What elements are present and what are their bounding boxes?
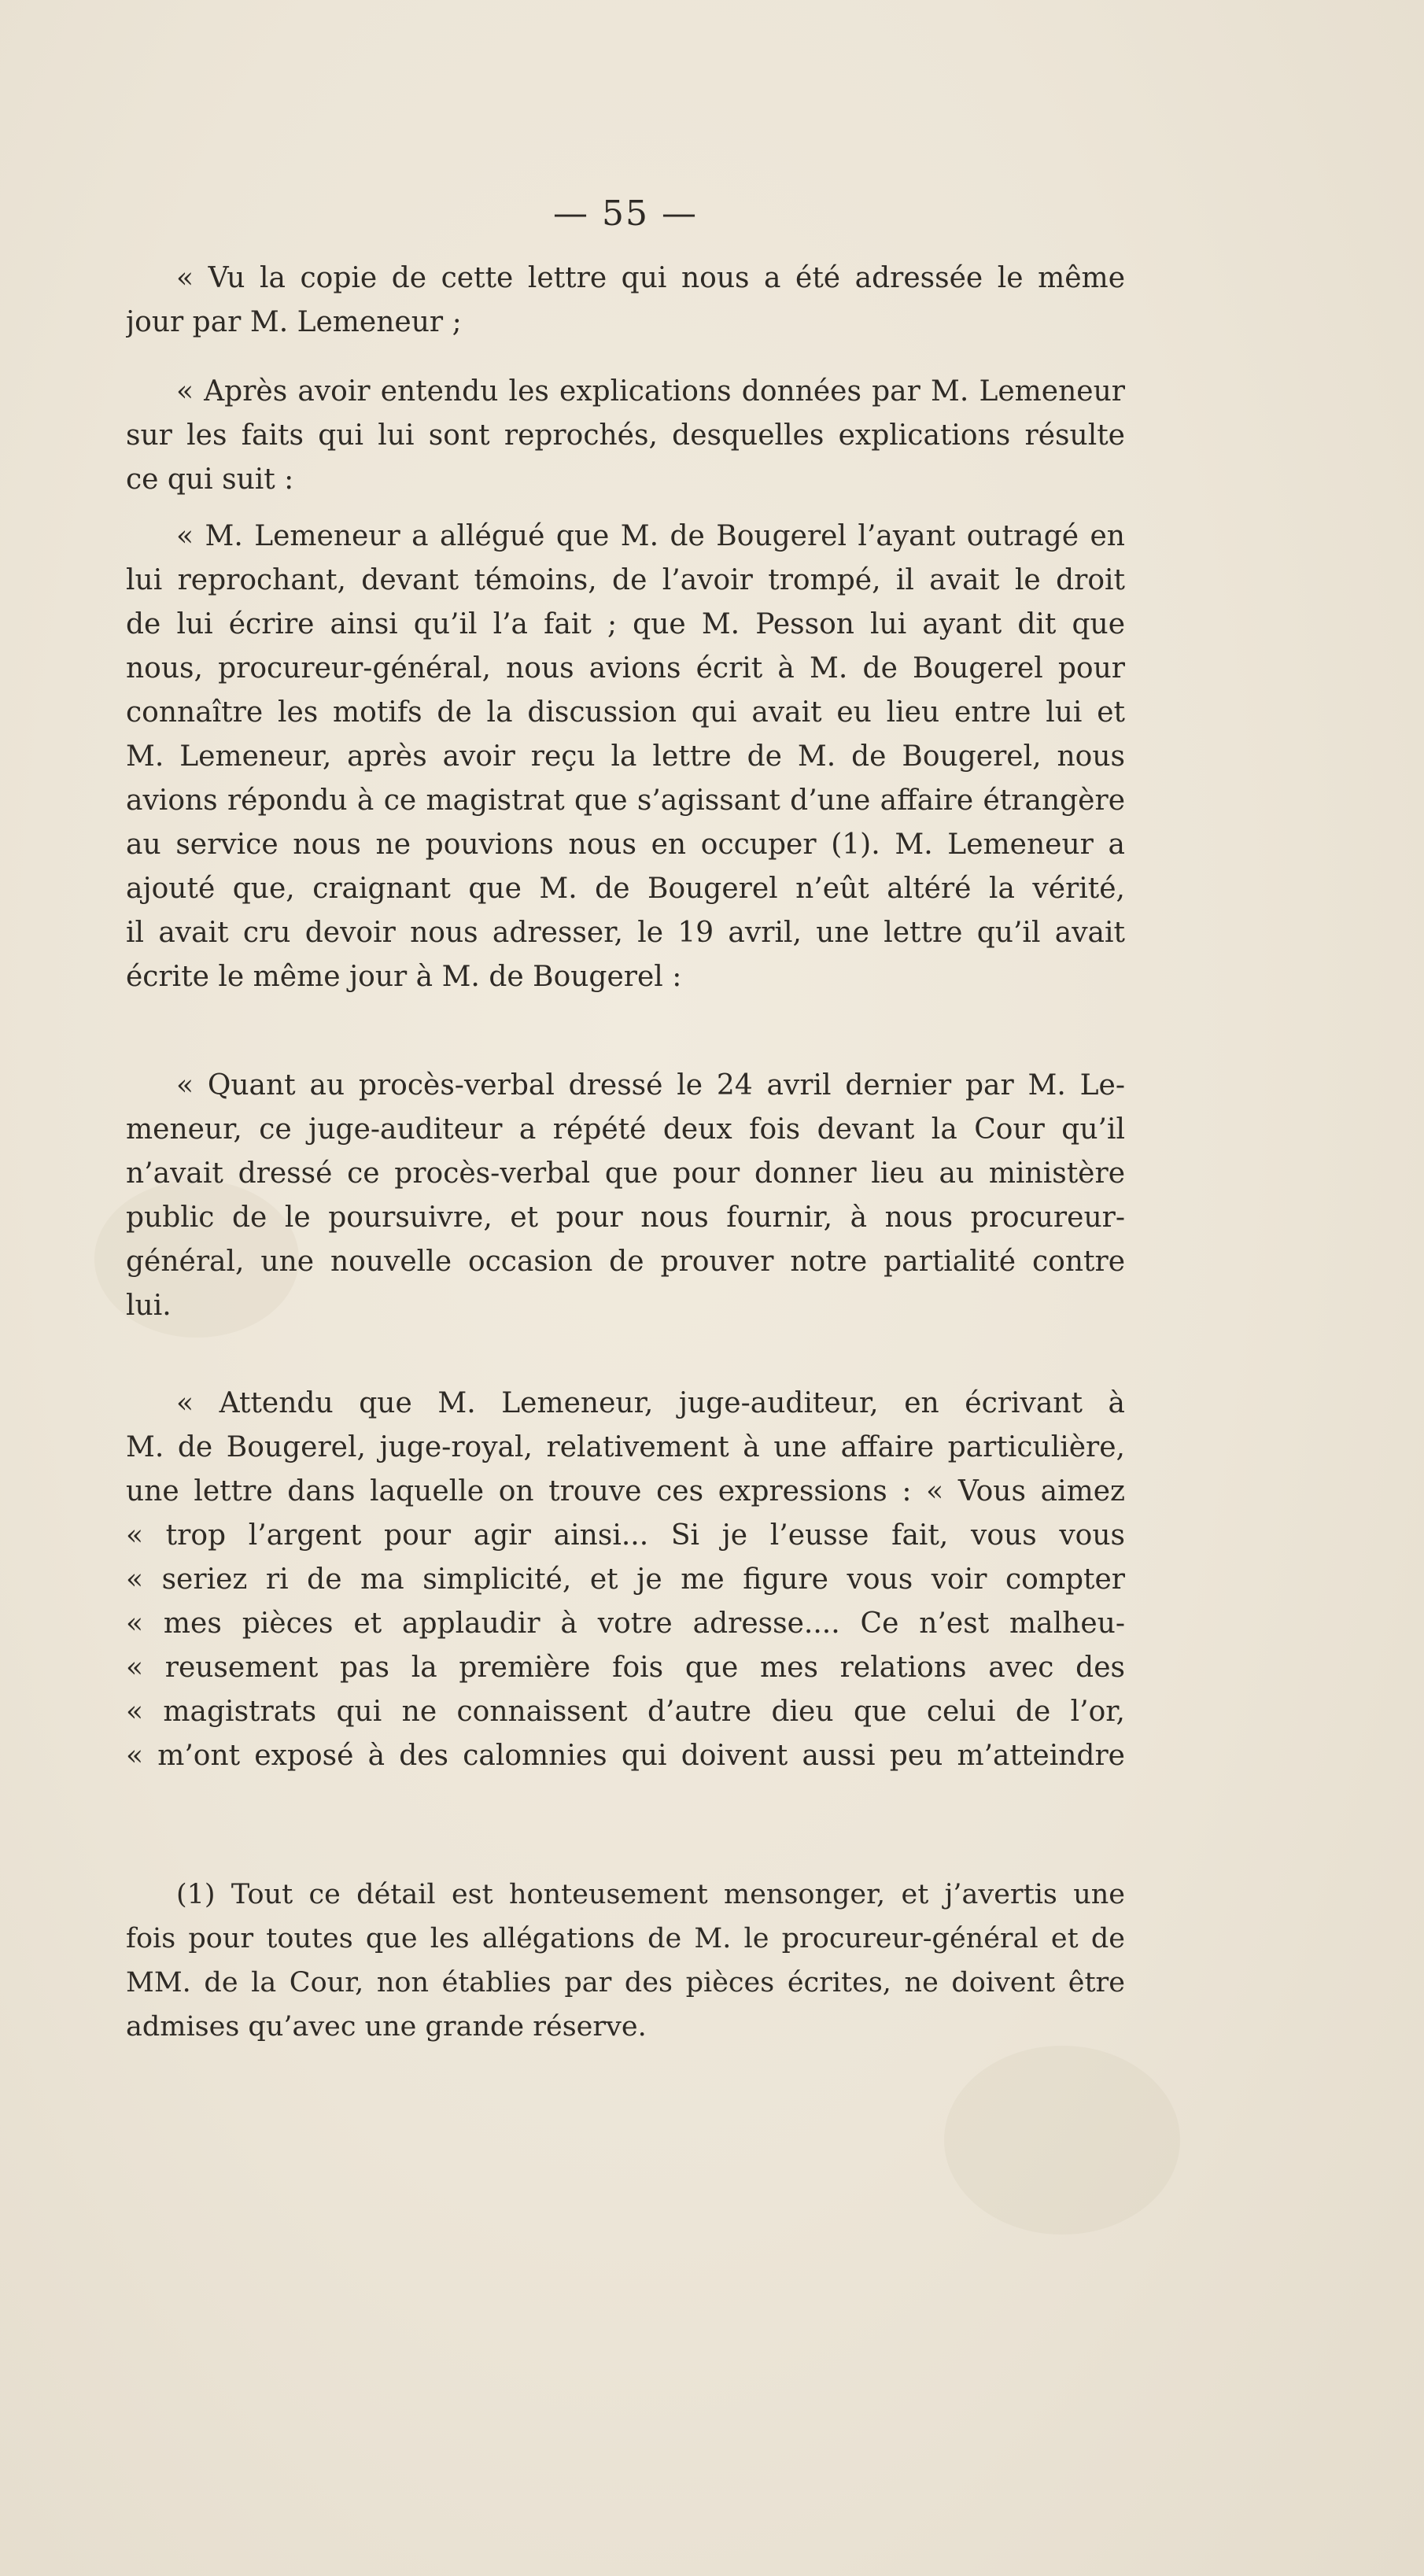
paragraph: [126, 256, 1125, 345]
text-line: « mes pièces et applaudir à votre adresse.... Ce n’est malheu-: [126, 1607, 1125, 1640]
text-line: « Quant au procès-verbal dressé le 24 avril dernier par M. Le-: [176, 1069, 1125, 1102]
text-line: écrite le même jour à M. de Bougerel :: [126, 961, 682, 993]
text-line: meneur, ce juge-auditeur a répété deux fois devant la Cour qu’il: [126, 1113, 1125, 1146]
text-line: au service nous ne pouvions nous en occuper (1). M. Lemeneur a: [126, 829, 1125, 861]
footnote-line: MM. de la Cour, non établies par des pièces écrites, ne doivent être: [126, 1967, 1125, 1998]
text-line: jour par M. Lemeneur ;: [126, 306, 462, 338]
text-line: « trop l’argent pour agir ainsi... Si je l’eusse fait, vous vous: [126, 1519, 1125, 1552]
text-line: « magistrats qui ne connaissent d’autre dieu que celui de l’or,: [126, 1696, 1125, 1728]
text-line: de lui écrire ainsi qu’il l’a fait ; que M. Pesson lui ayant dit que: [126, 608, 1125, 640]
paragraph: [126, 1064, 1125, 1328]
text-line: ajouté que, craignant que M. de Bougerel n’eût altéré la vérité,: [126, 873, 1125, 905]
page-number: — 55 —: [553, 194, 698, 234]
text-line: M. Lemeneur, après avoir reçu la lettre de M. de Bougerel, nous: [126, 740, 1125, 773]
text-line: connaître les motifs de la discussion qui avait eu lieu entre lui et: [126, 696, 1125, 729]
text-line: public de le poursuivre, et pour nous fournir, à nous procureur-: [126, 1201, 1125, 1234]
paragraph: [126, 370, 1125, 502]
footnote-line: fois pour toutes que les allégations de M. le procureur-général et de: [126, 1923, 1125, 1954]
footnote: [126, 1873, 1125, 2049]
text-line: lui reprochant, devant témoins, de l’avoir trompé, il avait le droit: [126, 564, 1125, 596]
text-line: avions répondu à ce magistrat que s’agissant d’une affaire étrangère: [126, 784, 1125, 817]
text-line: il avait cru devoir nous adresser, le 19 avril, une lettre qu’il avait: [126, 917, 1125, 949]
paragraph: [126, 515, 1125, 999]
text-line: n’avait dressé ce procès-verbal que pour donner lieu au ministère: [126, 1157, 1125, 1190]
text-line: nous, procureur-général, nous avions écrit à M. de Bougerel pour: [126, 652, 1125, 685]
paper-stain: [944, 2046, 1180, 2235]
text-line: général, une nouvelle occasion de prouver notre partialité contre: [126, 1246, 1125, 1278]
text-line: « Après avoir entendu les explications données par M. Lemeneur: [176, 375, 1125, 408]
text-line: « reusement pas la première fois que mes relations avec des: [126, 1652, 1125, 1684]
text-line: sur les faits qui lui sont reprochés, desquelles explications résulte: [126, 419, 1125, 452]
text-line: une lettre dans laquelle on trouve ces expressions : « Vous aimez: [126, 1475, 1125, 1508]
text-line: « Attendu que M. Lemeneur, juge-auditeur, en écrivant à: [176, 1387, 1125, 1419]
text-line: ce qui suit :: [126, 463, 294, 496]
text-line: « seriez ri de ma simplicité, et je me figure vous voir compter: [126, 1563, 1125, 1596]
paragraph: [126, 1382, 1125, 1778]
footnote-line: (1) Tout ce détail est honteusement mensonger, et j’avertis une: [176, 1879, 1125, 1910]
footnote-line: admises qu’avec une grande réserve.: [126, 2011, 647, 2043]
text-line: « Vu la copie de cette lettre qui nous a été adressée le même: [176, 262, 1125, 294]
text-line: lui.: [126, 1290, 172, 1322]
text-line: M. de Bougerel, juge-royal, relativement à une affaire particulière,: [126, 1431, 1125, 1463]
text-line: « M. Lemeneur a allégué que M. de Bougerel l’ayant outragé en: [176, 520, 1125, 552]
text-line: « m’ont exposé à des calomnies qui doivent aussi peu m’atteindre: [126, 1740, 1125, 1772]
